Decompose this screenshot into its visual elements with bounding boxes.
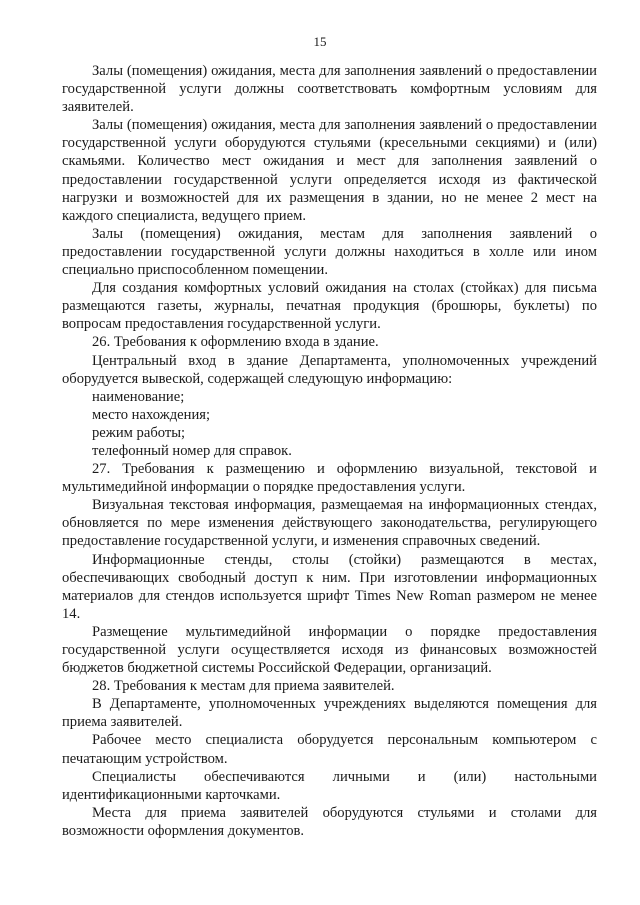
paragraph: Специалисты обеспечиваются личными и (или) настольными идентификационными карточками. xyxy=(62,768,597,803)
paragraph: Информационные стенды, столы (стойки) размещаются в местах, обеспечивающих свободный доступ к ним. При изготовлении информационных материалов для стендов используется шрифт Times New Roman размером не менее 14. xyxy=(62,551,597,622)
paragraph: Рабочее место специалиста оборудуется персональным компьютером с печатающим устройством. xyxy=(62,732,597,767)
list-item: режим работы; xyxy=(92,424,186,441)
paragraph: Залы (помещения) ожидания, места для заполнения заявлений о предоставлении государственной услуги должны соответствовать комфортным условиям для заявителей. xyxy=(62,63,597,116)
paragraph: Визуальная текстовая информация, размещаемая на информационных стендах, обновляется по мере изменения действующего законодательства, регулирующего предоставление государственной услуги, и изменения справочных сведений. xyxy=(62,497,597,550)
paragraph: 28. Требования к местам для приема заявителей. xyxy=(92,678,395,695)
paragraph: 27. Требования к размещению и оформлению визуальной, текстовой и мультимедийной информации о порядке предоставления услуги. xyxy=(62,461,597,496)
paragraph: Места для приема заявителей оборудуются стульями и столами для возможности оформления документов. xyxy=(62,804,597,839)
page-number: 15 xyxy=(313,34,327,49)
list-item: телефонный номер для справок. xyxy=(92,442,292,459)
paragraph: Размещение мультимедийной информации о порядке предоставления государственной услуги осуществляется исходя из финансовых возможностей бюджетов бюджетной системы Российской Федерации, организаций. xyxy=(62,623,597,677)
list-item: наименование; xyxy=(92,388,185,405)
paragraph: 26. Требования к оформлению входа в здание. xyxy=(92,334,379,351)
paragraph: Залы (помещения) ожидания, местам для заполнения заявлений о предоставлении государственной услуги должны находиться в холле или ином специально приспособленном помещении. xyxy=(62,225,597,279)
list-item: место нахождения; xyxy=(92,406,211,423)
paragraph: Центральный вход в здание Департамента, уполномоченных учреждений оборудуется вывеской, содержащей следующую информацию: xyxy=(62,352,597,387)
paragraph: В Департаменте, уполномоченных учреждениях выделяются помещения для приема заявителей. xyxy=(62,696,597,731)
document-body xyxy=(62,62,597,840)
paragraph: Для создания комфортных условий ожидания на столах (стойках) для письма размещаются газеты, журналы, печатная продукция (брошюры, буклеты) по вопросам предоставления государственной услуги. xyxy=(62,280,597,333)
paragraph: Залы (помещения) ожидания, места для заполнения заявлений о предоставлении государственной услуги оборудуются стульями (кресельными секциями) и (или) скамьями. Количество мест ожидания и мест для заполнения заявлений о предоставлении государственной услуги определяется исходя из фактической нагрузки и возможностей для их размещения в здании, но не менее 2 мест на каждого специалиста, ведущего прием. xyxy=(62,117,597,224)
